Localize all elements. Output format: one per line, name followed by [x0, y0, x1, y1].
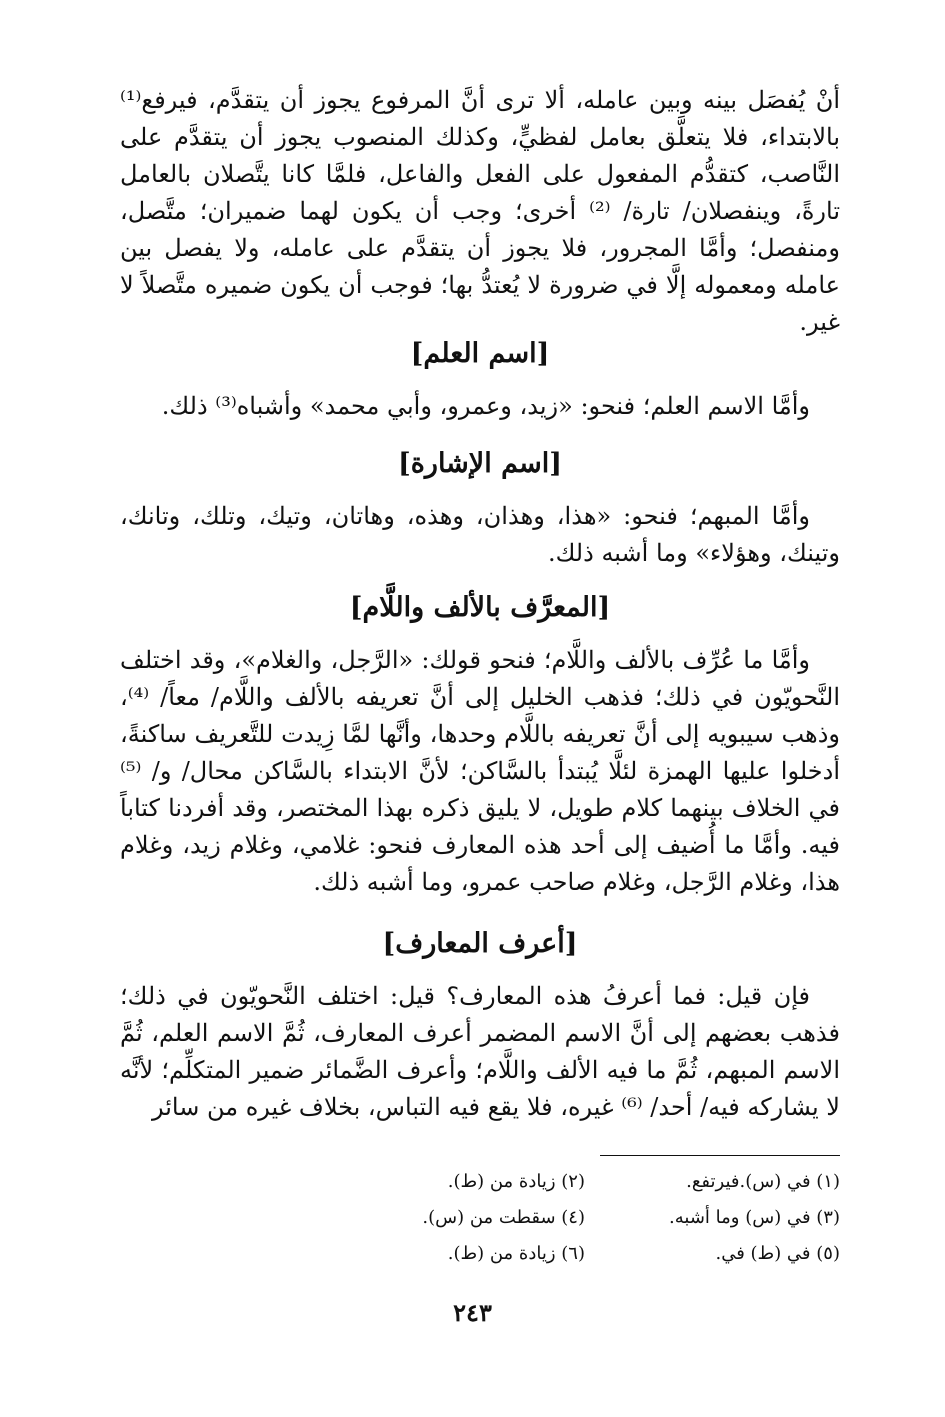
footnote-3: (٣) في (س) وما أشبه. [669, 1207, 840, 1228]
heading-most-definite: [أعرف المعارف] [382, 928, 578, 959]
footnote-divider [600, 1155, 840, 1156]
footnote-2: (٢) زيادة من (ط). [447, 1171, 585, 1192]
footnote-4: (٤) سقطت من (س). [422, 1207, 585, 1228]
paragraph-most-definite: فإن قيل: فما أعرفُ هذه المعارف؟ قيل: اختلف النَّحويّون في ذلك؛ فذهب بعضهم إلى أنَّ الاسم المضمر أعرف المعارف، ثُمَّ الاسم العلم، ثُمَّ الاسم المبهم، ثُمَّ ما فيه الألف واللَّام؛ وأعرف الضَّمائر ضمير المتكلِّم؛ لأنَّه لا يشاركه فيه/ أحد/ ⁽⁶⁾ غيره، فلا يقع فيه التباس، بخلاف غيره من سائر [120, 982, 840, 1121]
footnote-5: (٥) في (ط) في. [715, 1243, 840, 1264]
paragraph-demonstrative: وأمَّا المبهم؛ فنحو: «هذا، وهذان، وهذه، وهاتان، وتيك، وتلك، وتانك، وتينك، وهؤلاء» وما أشبه ذلك. [120, 502, 840, 567]
heading-proper-noun: [اسم العلم] [410, 338, 550, 369]
footnote-1: (١) في (س).فيرتفع. [686, 1171, 840, 1192]
paragraph-pronouns: أنْ يُفصَل بينه وبين عامله، ألا ترى أنَّ المرفوع يجوز أن يتقدَّم، فيرفع⁽¹⁾ بالابتداء، فلا يتعلَّق بعامل لفظيٍّ، وكذلك المنصوب يجوز أن يتقدَّم على النَّاصب، كتقدُّم المفعول على الفعل والفاعل، فلمَّا كانا يتَّصلان بالعامل تارةً، وينفصلان/ تارة/ ⁽²⁾ أخرى؛ وجب أن يكون لهما ضميران؛ متَّصل، ومنفصل؛ وأمَّا المجرور، فلا يجوز أن يتقدَّم على عامله، ولا يفصل بين عامله ومعموله إلَّا في ضرورة لا يُعتدُّ بها؛ فوجب أن يكون ضميره متَّصلاً لا غير. [120, 86, 841, 336]
page-number: ٢٤٣ [453, 1298, 492, 1327]
heading-definite-article: [المعرَّف بالألف واللَّام] [349, 592, 611, 623]
heading-demonstrative: [اسم الإشارة] [398, 448, 562, 479]
paragraph-proper-noun: وأمَّا الاسم العلم؛ فنحو: «زيد، وعمرو، وأبي محمد» وأشباه⁽³⁾ ذلك. [161, 392, 810, 420]
footnote-6: (٦) زيادة من (ط). [447, 1243, 585, 1264]
paragraph-definite-article: وأمَّا ما عُرِّف بالألف واللَّام؛ فنحو قولك: «الرَّجل، والغلام»، وقد اختلف النَّحويّون في ذلك؛ فذهب الخليل إلى أنَّ تعريفه بالألف واللَّام/ معاً/ ⁽⁴⁾، وذهب سيبويه إلى أنَّ تعريفه باللَّام وحدها، وأنَّها لمَّا زِيدت للتَّعريف ساكنةً، أدخلوا عليها الهمزة لئلَّا يُبتدأ بالسَّاكن؛ لأنَّ الابتداء بالسَّاكن محال/ و/ ⁽⁵⁾ في الخلاف بينهما كلام طويل، لا يليق ذكره بهذا المختصر، وقد أفردنا كتاباً فيه. وأمَّا ما أُضيف إلى أحد هذه المعارف فنحو: غلامي، وغلام زيد، وغلام هذا، وغلام الرَّجل، وغلام صاحب عمرو، وما أشبه ذلك. [120, 646, 840, 896]
